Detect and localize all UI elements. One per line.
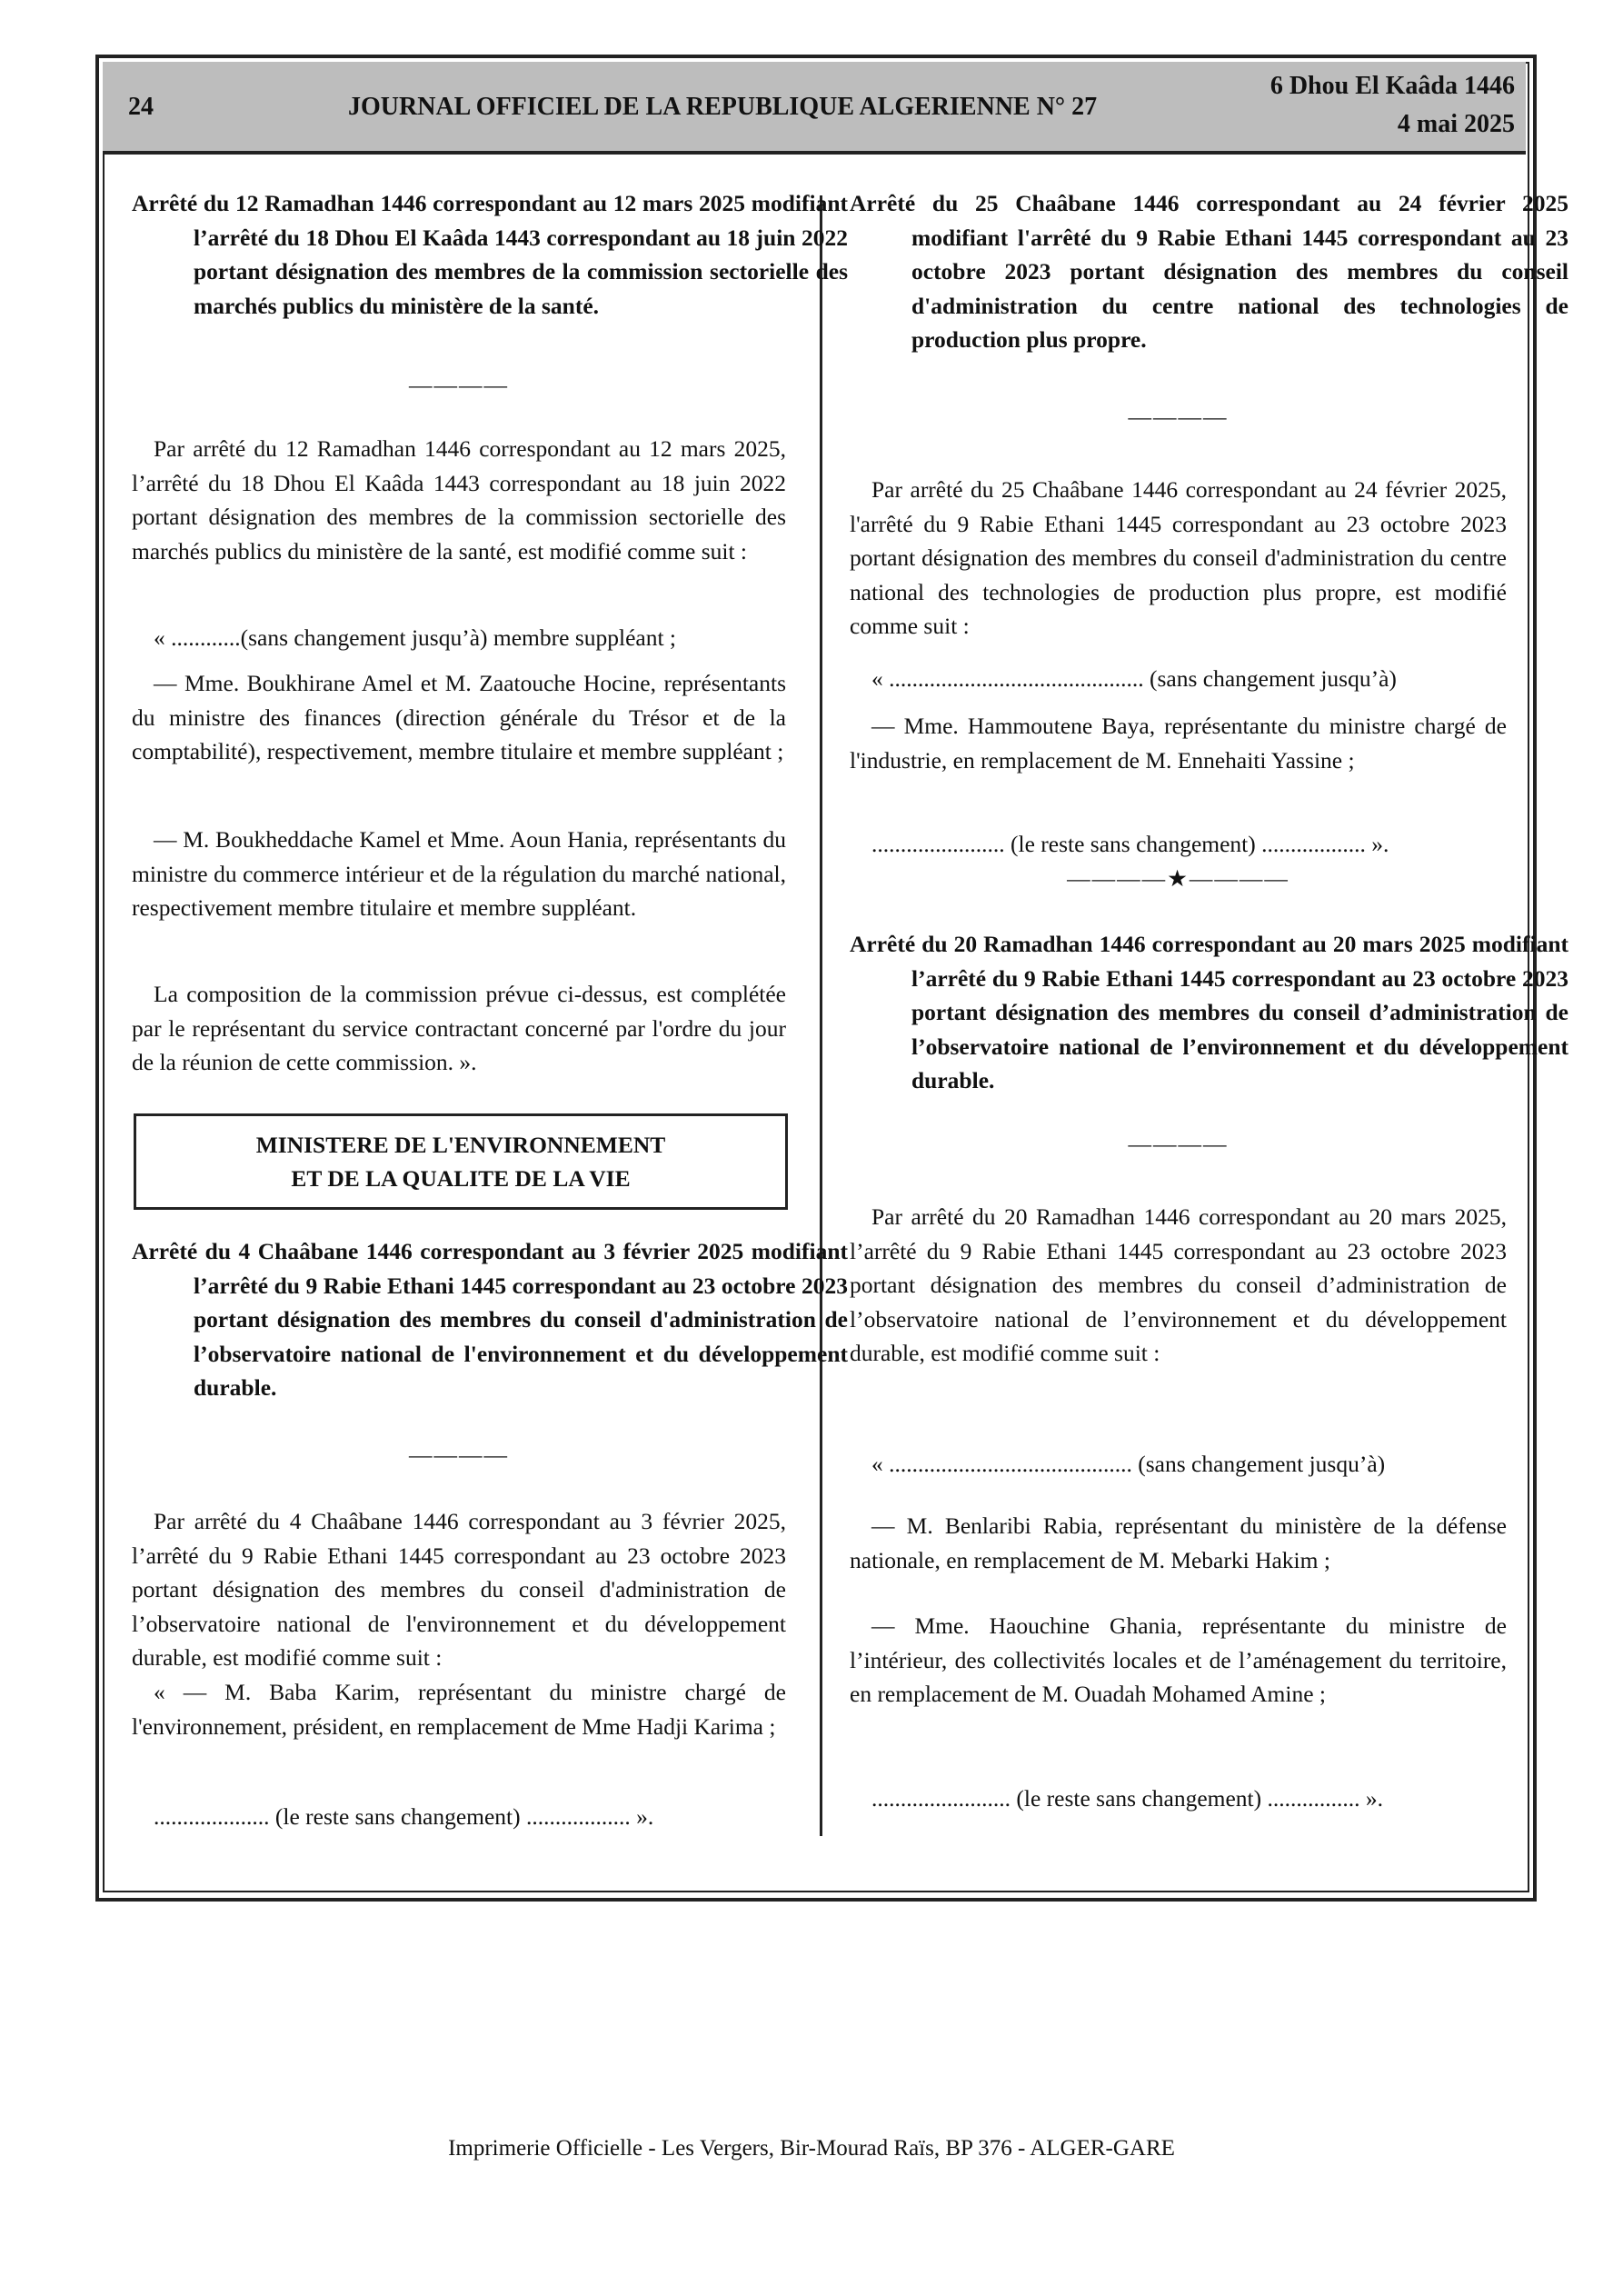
issue-date [1270,67,1515,144]
arrete-1-para: — Mme. Boukhirane Amel et M. Zaatouche Hocine, représentants du ministre des finances (direction générale du Trésor et de la comptabilité), respectivement, membre titulaire et membre suppléant ; [132,670,786,764]
date-hijri: 6 Dhou El Kaâda 1446 [1270,72,1515,100]
arrete-1-para: — M. Boukheddache Kamel et Mme. Aoun Hania, représentants du ministre du commerce intérieur et de la régulation du marché national, respectivement membre titulaire et membre suppléant. [132,826,786,921]
separator: ———— [1128,404,1229,430]
arrete-3-para: ....................... (le reste sans changement) .................. ». [871,831,1389,857]
arrete-3-title: Arrêté du 25 Chaâbane 1446 correspondant au 24 février 2025 modifiant l'arrêté du 9 Rabie Ethani 1445 correspondant au 23 octobre 2023 portant désignation des membres du conseil d'administration du centre national des technologies de production plus propre. [850,190,1568,353]
page-number: 24 [128,93,154,121]
arrete-4-para: — M. Benlaribi Rabia, représentant du ministère de la défense nationale, en remplacement de M. Mebarki Hakim ; [850,1512,1507,1573]
arrete-2-title: Arrêté du 4 Chaâbane 1446 correspondant au 3 février 2025 modifiant l’arrêté du 9 Rabie Ethani 1445 correspondant au 23 octobre 2023 portant désignation des membres du conseil d'administration de l’observatoire national de l'environnement et du développement durable. [132,1238,848,1401]
arrete-3-para: Par arrêté du 25 Chaâbane 1446 correspondant au 24 février 2025, l'arrêté du 9 Rabie Ethani 1445 correspondant au 23 octobre 2023 portant désignation des membres du conseil d'administration du centre national des technologies de production plus propre, est modifié comme suit : [850,476,1507,639]
arrete-3-para: « ............................................ (sans changement jusqu’à) [871,665,1397,692]
separator: ———— [1128,1131,1229,1157]
arrete-4-para: Par arrêté du 20 Ramadhan 1446 correspondant au 20 mars 2025, l’arrêté du 9 Rabie Ethani 1445 correspondant au 23 octobre 2023 portant désignation des membres du conseil d’administration de l’observatoire national de l’environnement et du développement durable, est modifié comme suit : [850,1203,1507,1366]
printer-footer: Imprimerie Officielle - Les Vergers, Bir-Mourad Raïs, BP 376 - ALGER-GARE [448,2136,1175,2161]
ministry-line-1: MINISTERE DE L'ENVIRONNEMENT [255,1132,666,1158]
separator: ———— [409,1442,509,1468]
arrete-2-para: Par arrêté du 4 Chaâbane 1446 correspondant au 3 février 2025, l’arrêté du 9 Rabie Ethani 1445 correspondant au 23 octobre 2023 portant désignation des membres du conseil d'administration de l’observatoire national de l'environnement et du développement durable, est modifié comme suit : [132,1508,786,1671]
arrete-4-para: ........................ (le reste sans changement) ................ ». [871,1785,1384,1812]
arrete-4-para: « .......................................... (sans changement jusqu’à) [871,1451,1386,1477]
ministry-line-2: ET DE LA QUALITE DE LA VIE [291,1165,631,1192]
arrete-4-para: — Mme. Haouchine Ghania, représentante du ministre de l’intérieur, des collectivités locales et de l’aménagement du territoire, en remplacement de M. Ouadah Mohamed Amine ; [850,1612,1507,1707]
arrete-1-para: La composition de la commission prévue ci-dessus, est complétée par le représentant du service contractant concerné par l'ordre du jour de la réunion de cette commission. ». [132,981,786,1075]
arrete-4-title: Arrêté du 20 Ramadhan 1446 correspondant au 20 mars 2025 modifiant l’arrêté du 9 Rabie Ethani 1445 correspondant au 23 octobre 2023 portant désignation des membres du conseil d’administration de l’observatoire national de l’environnement et du développement durable. [850,931,1568,1093]
separator: ———— [409,372,509,398]
column-divider [820,195,822,1836]
arrete-1-title: Arrêté du 12 Ramadhan 1446 correspondant au 12 mars 2025 modifiant l’arrêté du 18 Dhou El Kaâda 1443 correspondant au 18 juin 2022 portant désignation des membres de la commission sectorielle des marchés publics du ministère de la santé. [132,190,848,319]
journal-title: JOURNAL OFFICIEL DE LA REPUBLIQUE ALGERIENNE N° 27 [348,93,1098,121]
ministry-heading [134,1113,788,1210]
page-header [103,62,1526,155]
arrete-1-para: Par arrêté du 12 Ramadhan 1446 correspondant au 12 mars 2025, l’arrêté du 18 Dhou El Kaâda 1443 correspondant au 18 juin 2022 portant désignation des membres de la commission sectorielle des marchés publics du ministère de la santé, est modifié comme suit : [132,435,786,564]
date-gregorian: 4 mai 2025 [1397,110,1515,138]
arrete-2-para: .................... (le reste sans changement) .................. ». [154,1803,654,1830]
arrete-1-para: « ............(sans changement jusqu’à) membre suppléant ; [154,624,677,651]
arrete-2-para: « — M. Baba Karim, représentant du ministre chargé de l'environnement, président, en remplacement de Mme Hadji Karima ; [132,1679,786,1740]
star-separator: ————★———— [1067,865,1289,892]
arrete-3-para: — Mme. Hammoutene Baya, représentante du ministre chargé de l'industrie, en remplacement de M. Ennehaiti Yassine ; [850,713,1507,774]
